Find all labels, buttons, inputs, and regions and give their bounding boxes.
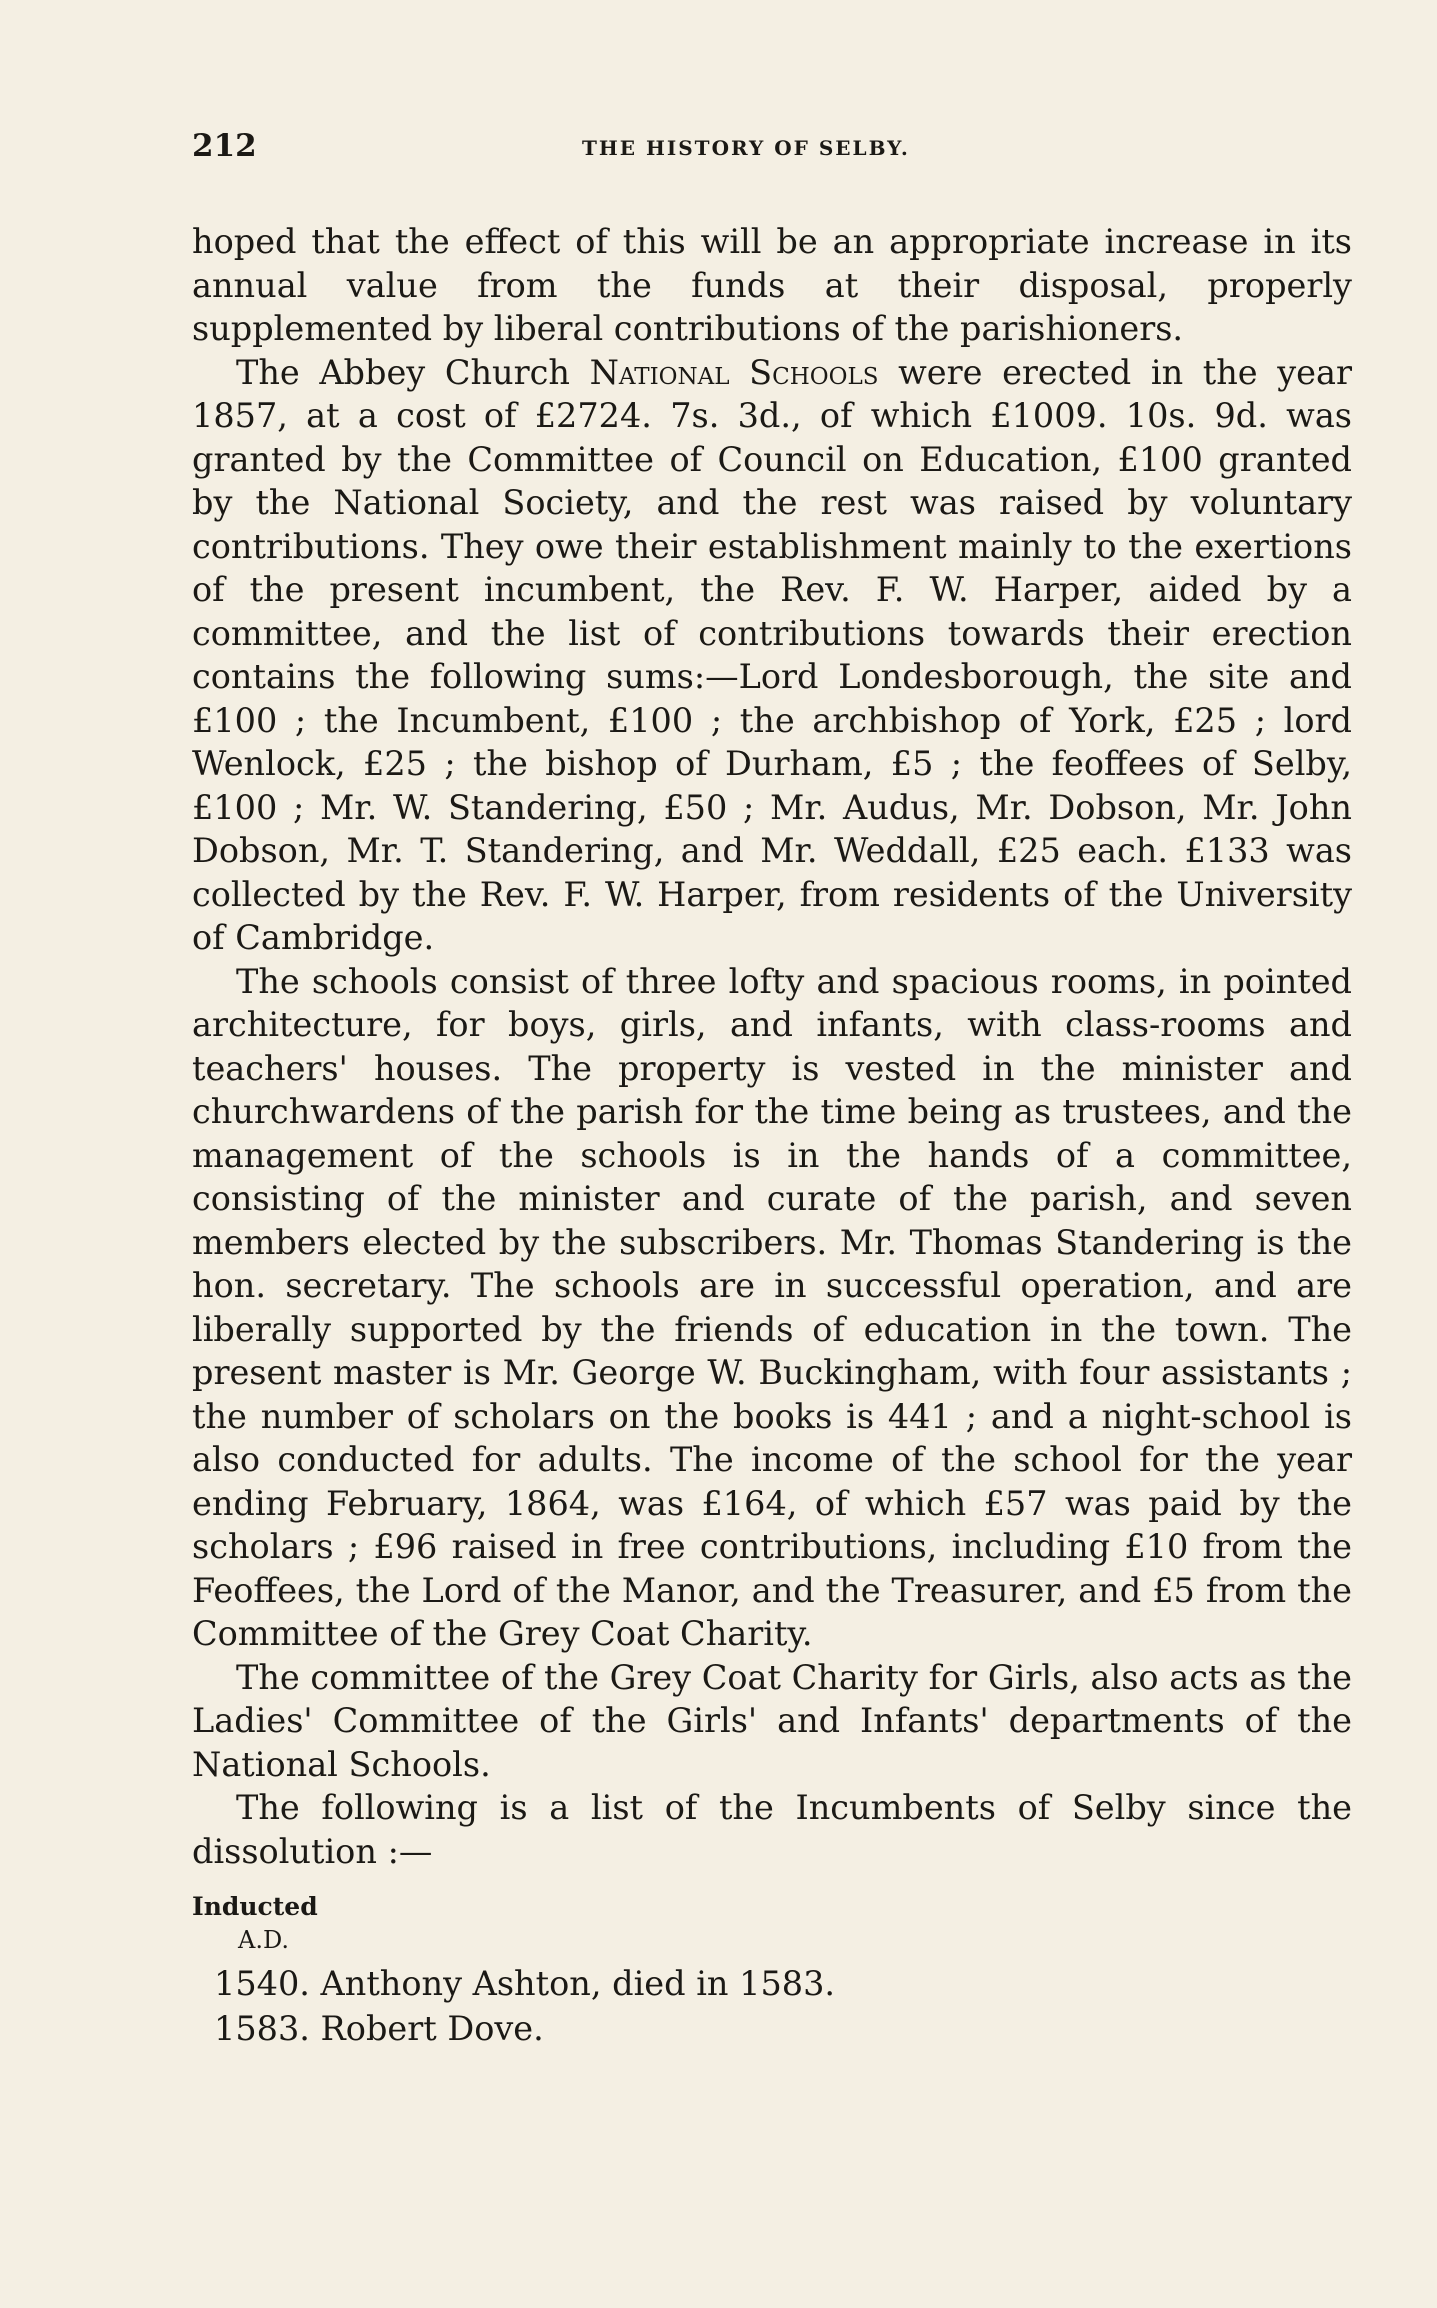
list-item: 1583. Robert Dove.	[214, 2009, 544, 2048]
list-item: 1540. Anthony Ashton, died in 1583.	[214, 1964, 836, 2003]
incumbents-subheading: A.D.	[238, 1926, 289, 1954]
paragraph-continuation: hoped that the effect of this will be an appropriate increase in its annual value from the funds at their disposal, properly supplemented by liberal contributions of the parishioners.	[192, 222, 1352, 348]
page-content	[192, 120, 1352, 2051]
paragraph-schools-description: The schools consist of three lofty and spacious rooms, in pointed architecture, for boys, girls, and infants, with class-rooms and teachers' houses. The property is vested in the minister and churchwardens of the parish for the time being as trustees, and the management of the schools is in the hands of a committee, consisting of the minister and curate of the parish, and seven members elected by the subscribers. Mr. Thomas Standering is the hon. secretary. The schools are in successful operation, and are liberally supported by the friends of education in the town. The present master is Mr. George W. Buckingham, with four assistants ; the number of scholars on the books is 441 ; and a night-school is also conducted for adults. The income of the school for the year ending February, 1864, was £164, of which £57 was paid by the scholars ; £96 raised in free contributions, including £10 from the Feoffees, the Lord of the Manor, and the Treasurer, and £5 from the Committee of the Grey Coat Charity.	[192, 961, 1352, 1653]
incumbents-list	[192, 1961, 1352, 2051]
paragraph-national-schools	[192, 351, 1352, 960]
national-schools-smallcaps: National Schools	[589, 352, 879, 392]
paragraph-incumbents-intro: The following is a list of the Incumbents of Selby since the dissolution :—	[192, 1788, 1352, 1871]
incumbents-heading: Inducted	[192, 1892, 318, 1921]
paragraph-national-schools-rest: were erected in the year 1857, at a cost of £2724. 7s. 3d., of which £1009. 10s. 9d. was granted by the Committee of Council on Education, £100 granted by the National Society, and the rest was raised by voluntary contributions. They owe their establishment mainly to the exertions of the present incumbent, the Rev. F. W. Harper, aided by a committee, and the list of contributions towards their erection contains the following sums:—Lord Londesborough, the site and £100 ; the Incumbent, £100 ; the archbishop of York, £25 ; lord Wenlock, £25 ; the bishop of Durham, £5 ; the feoffees of Selby, £100 ; Mr. W. Standering, £50 ; Mr. Audus, Mr. Dobson, Mr. John Dobson, Mr. T. Standering, and Mr. Weddall, £25 each. £133 was collected by the Rev. F. W. Harper, from residents of the University of Cambridge.	[192, 352, 1352, 957]
page-header	[192, 120, 1352, 180]
paragraph-national-schools-start: The Abbey Church	[236, 352, 590, 392]
page-number: 212	[192, 128, 257, 164]
body-text	[192, 220, 1352, 1873]
running-title: THE HISTORY OF SELBY.	[582, 136, 910, 160]
paragraph-grey-coat-charity: The committee of the Grey Coat Charity for Girls, also acts as the Ladies' Committee of the Girls' and Infants' departments of the National Schools.	[192, 1657, 1352, 1784]
